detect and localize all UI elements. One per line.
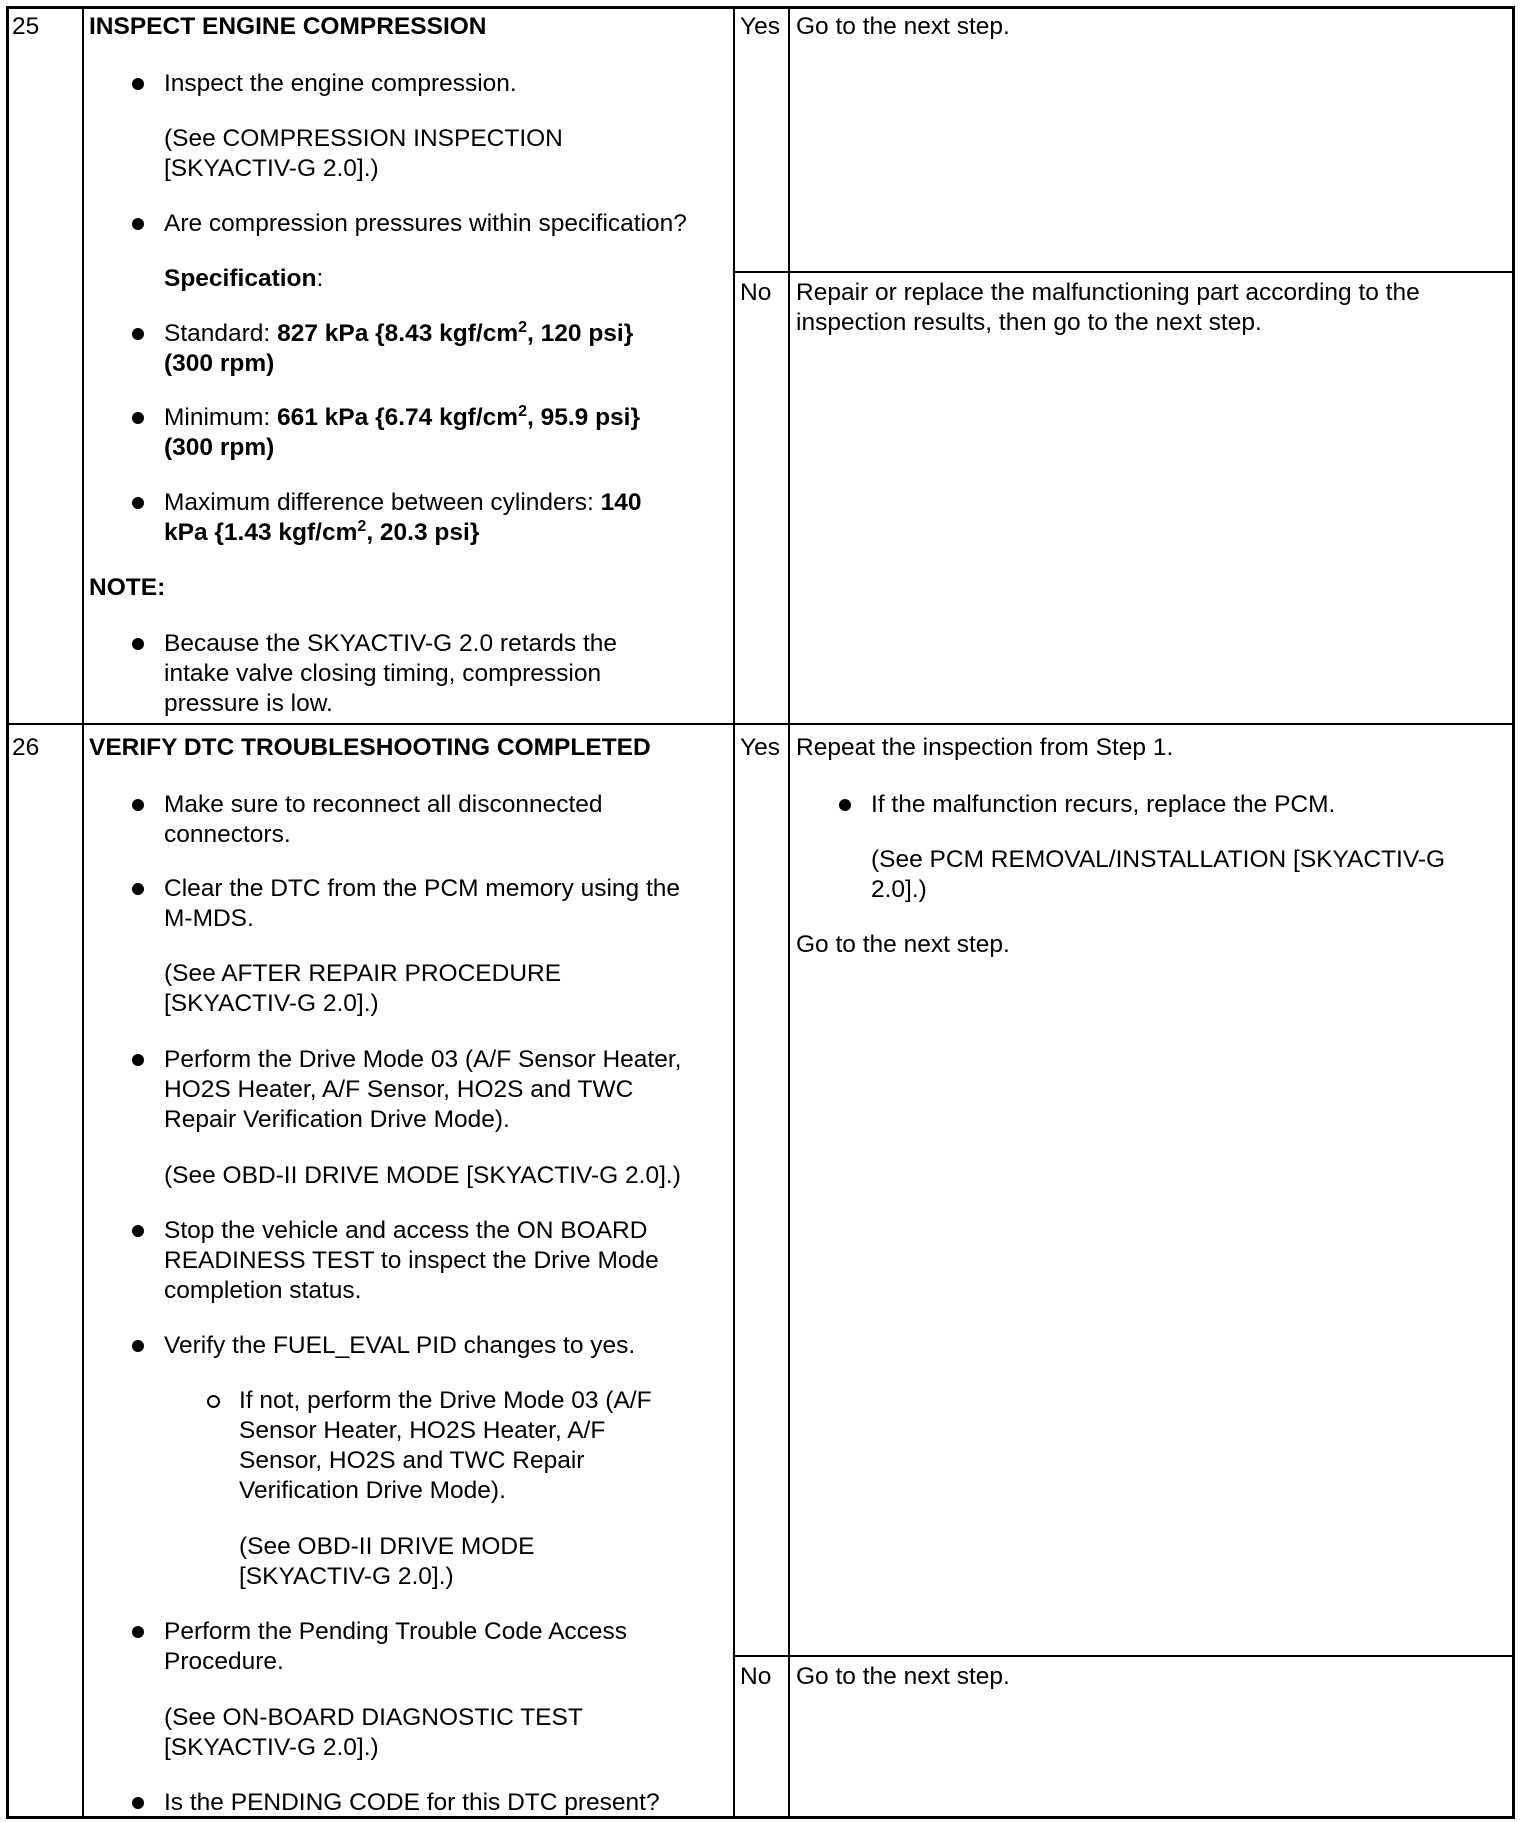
action-item: HO2S Heater, A/F Sensor, HO2S and TWC (164, 1076, 634, 1103)
row-divider-25-yes-no (733, 271, 1515, 273)
reference-link[interactable]: (See COMPRESSION INSPECTION (164, 125, 563, 152)
reference-link[interactable]: (See ON-BOARD DIAGNOSTIC TEST (164, 1704, 583, 1731)
reference-link[interactable]: (See OBD-II DRIVE MODE [SKYACTIV-G 2.0].) (164, 1162, 681, 1189)
specification-label-text: Specification (164, 265, 317, 292)
sub-bullet-icon (207, 1395, 220, 1408)
table-border-right (1512, 6, 1515, 1819)
bullet-icon (132, 78, 144, 90)
bullet-icon (132, 497, 144, 509)
spec-standard-label: Standard: (164, 320, 278, 347)
bullet-icon (132, 799, 144, 811)
action-item: Procedure. (164, 1648, 284, 1675)
reference-link[interactable]: (See OBD-II DRIVE MODE (239, 1533, 535, 1560)
spec-minimum (164, 403, 640, 433)
spec-minimum-value: 661 kPa {6.74 kgf/cm (276, 404, 519, 431)
result-no: inspection results, then go to the next step. (796, 309, 1262, 336)
bullet-icon (132, 883, 144, 895)
bullet-icon (132, 638, 144, 650)
spec-minimum-value-psi: , 95.9 psi} (526, 404, 641, 431)
reference-link[interactable]: [SKYACTIV-G 2.0].) (239, 1563, 454, 1590)
sub-action-item: If not, perform the Drive Mode 03 (A/F (239, 1387, 652, 1414)
bullet-icon (132, 412, 144, 424)
action-item: Stop the vehicle and access the ON BOARD (164, 1217, 648, 1244)
row-divider-step-25-26 (6, 723, 1515, 725)
bullet-icon (132, 1054, 144, 1066)
row-divider-26-yes-no (733, 1655, 1515, 1657)
spec-max-difference-value-line (164, 518, 479, 548)
result-no: Go to the next step. (796, 1663, 1010, 1690)
result-yes: If the malfunction recurs, replace the PCM. (871, 791, 1336, 818)
table-border-top (6, 6, 1515, 9)
spec-max-difference (164, 488, 642, 518)
bullet-icon (132, 1626, 144, 1638)
sub-action-item: Verification Drive Mode). (239, 1477, 506, 1504)
spec-standard-value-psi: , 120 psi} (527, 320, 634, 347)
step-number: 26 (12, 734, 40, 761)
spec-standard (164, 319, 633, 349)
bullet-icon (132, 328, 144, 340)
spec-minimum-rpm: (300 rpm) (164, 434, 275, 461)
result-no: Repair or replace the malfunctioning part according to the (796, 279, 1420, 306)
bullet-icon (132, 218, 144, 230)
bullet-icon (132, 1225, 144, 1237)
action-item: READINESS TEST to inspect the Drive Mode (164, 1247, 659, 1274)
sub-action-item: Sensor Heater, HO2S Heater, A/F (239, 1417, 606, 1444)
note-label (89, 573, 165, 603)
action-item: Perform the Drive Mode 03 (A/F Sensor Heater, (164, 1046, 682, 1073)
column-divider-answer (788, 6, 790, 1819)
action-item: M-MDS. (164, 905, 254, 932)
step-title: VERIFY DTC TROUBLESHOOTING COMPLETED (89, 734, 651, 761)
action-item: connectors. (164, 821, 291, 848)
step-title: INSPECT ENGINE COMPRESSION (89, 13, 487, 40)
superscript: 2 (518, 319, 528, 336)
action-item: completion status. (164, 1277, 362, 1304)
spec-minimum-label: Minimum: (164, 404, 277, 431)
reference-link[interactable]: [SKYACTIV-G 2.0].) (164, 990, 379, 1017)
table-border-left (6, 6, 9, 1819)
result-yes: Repeat the inspection from Step 1. (796, 734, 1174, 761)
reference-link[interactable]: (See PCM REMOVAL/INSTALLATION [SKYACTIV-G (871, 846, 1446, 873)
result-yes: Go to the next step. (796, 931, 1010, 958)
specification-colon: : (316, 265, 324, 292)
superscript: 2 (518, 403, 527, 420)
step-number: 25 (12, 13, 40, 40)
bullet-icon (839, 799, 851, 811)
answer-no: No (740, 279, 772, 306)
action-item: Make sure to reconnect all disconnected (164, 791, 603, 818)
spec-max-difference-kpa: kPa {1.43 kgf/cm (164, 519, 358, 546)
action-question: Is the PENDING CODE for this DTC present? (164, 1789, 660, 1816)
superscript: 2 (357, 518, 367, 535)
action-item: Repair Verification Drive Mode). (164, 1106, 510, 1133)
reference-link[interactable]: (See AFTER REPAIR PROCEDURE (164, 960, 562, 987)
action-item: Clear the DTC from the PCM memory using the (164, 875, 681, 902)
note-text: pressure is low. (164, 690, 333, 717)
action-item: Verify the FUEL_EVAL PID changes to yes. (164, 1332, 636, 1359)
answer-no: No (740, 1663, 772, 1690)
reference-link[interactable]: [SKYACTIV-G 2.0].) (164, 1734, 379, 1761)
spec-standard-rpm: (300 rpm) (164, 350, 275, 377)
action-item: Inspect the engine compression. (164, 70, 517, 97)
spec-max-difference-value: 140 (600, 489, 642, 516)
spec-max-difference-label: Maximum difference between cylinders: (164, 489, 601, 516)
bullet-icon (132, 1797, 144, 1809)
reference-link[interactable]: [SKYACTIV-G 2.0].) (164, 155, 379, 182)
result-yes: Go to the next step. (796, 13, 1010, 40)
bullet-icon (132, 1340, 144, 1352)
answer-yes: Yes (740, 13, 780, 40)
column-divider-action (733, 6, 735, 1819)
column-divider-step (82, 6, 84, 1819)
spec-max-difference-psi: , 20.3 psi} (366, 519, 480, 546)
note-label-text: NOTE (89, 574, 158, 601)
note-text: Because the SKYACTIV-G 2.0 retards the (164, 630, 618, 657)
sub-action-item: Sensor, HO2S and TWC Repair (239, 1447, 585, 1474)
note-text: intake valve closing timing, compression (164, 660, 602, 687)
answer-yes: Yes (740, 734, 780, 761)
specification-label (164, 264, 323, 294)
reference-link[interactable]: 2.0].) (871, 876, 927, 903)
action-item: Perform the Pending Trouble Code Access (164, 1618, 628, 1645)
action-question: Are compression pressures within specification? (164, 210, 687, 237)
note-colon: : (157, 574, 166, 601)
spec-standard-value: 827 kPa {8.43 kgf/cm (277, 320, 519, 347)
